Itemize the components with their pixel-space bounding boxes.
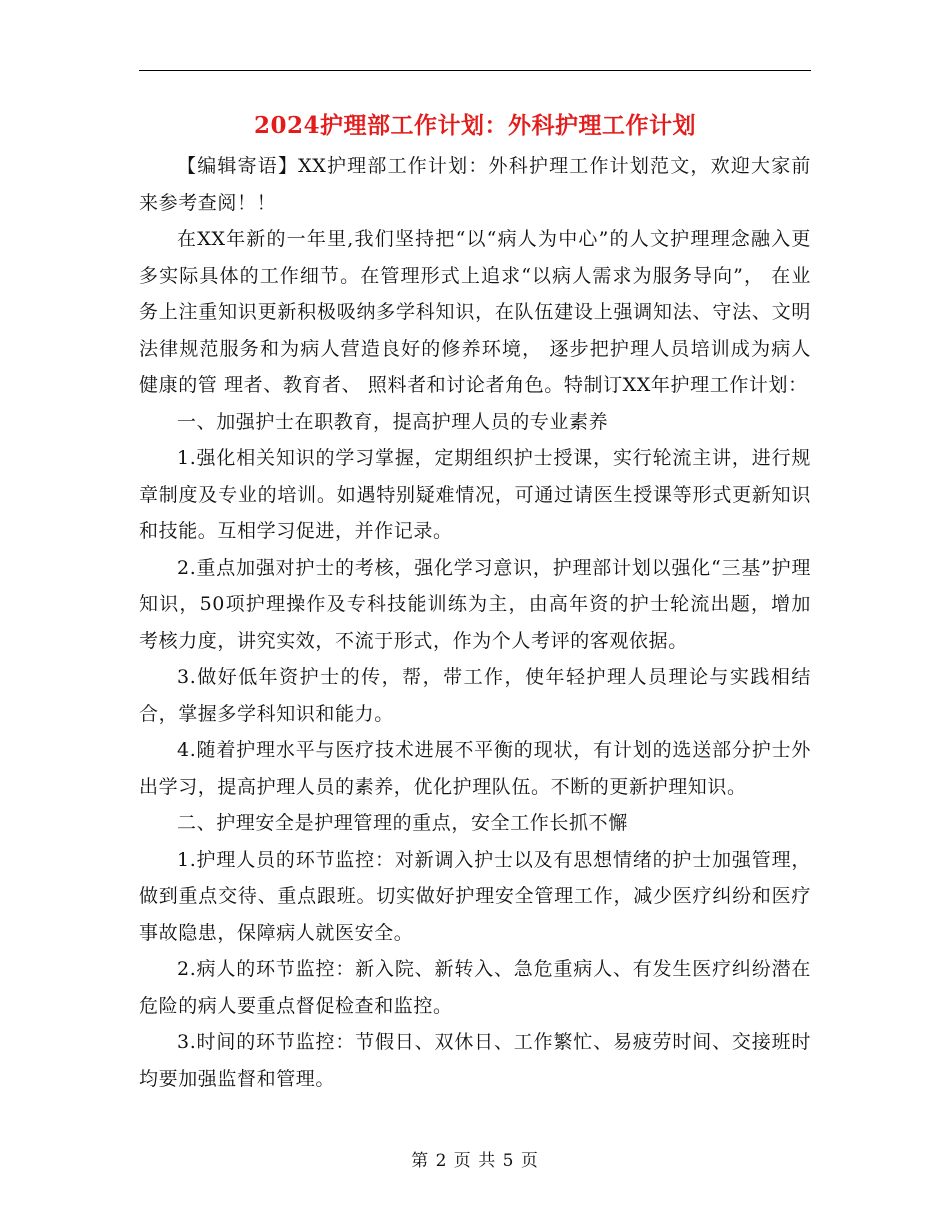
paragraph-editor-note: 【编辑寄语】XX护理部工作计划：外科护理工作计划范文，欢迎大家前来参考查阅！！ — [139, 155, 811, 214]
paragraph-item-1-2: 2.重点加强对护士的考核，强化学习意识，护理部计划以强化“三基”护理知识，50项护理操作及专科技能训练为主，由高年资的护士轮流出题，增加考核力度，讲究实效，不流于形式，作为个人考评的客观依据。 — [139, 556, 811, 652]
paragraph-item-2-2: 2.病人的环节监控：新入院、新转入、急危重病人、有发生医疗纠纷潜在危险的病人要重点督促检查和监控。 — [139, 958, 811, 1017]
page-number: 第 2 页 共 5 页 — [411, 1151, 539, 1171]
section-heading-2: 二、护理安全是护理管理的重点，安全工作长抓不懈 — [177, 812, 628, 834]
page-footer — [0, 1146, 950, 1171]
paragraph-item-1-4: 4.随着护理水平与医疗技术进展不平衡的现状，有计划的选送部分护士外出学习，提高护理人员的素养，优化护理队伍。不断的更新护理知识。 — [139, 739, 811, 798]
paragraph-item-1-3: 3.做好低年资护士的传，帮，带工作，使年轻护理人员理论与实践相结合，掌握多学科知识和能力。 — [139, 666, 811, 725]
paragraph-intro: 在XX年新的一年里,我们坚持把“以“病人为中心”的人文护理理念融入更多实际具体的工作细节。在管理形式上追求“以病人需求为服务导向”， 在业务上注重知识更新积极吸纳多学科知识，在队伍建设上强调知法、守法、文明法律规范服务和为病人营造良好的修养环境， 逐步把护理人员培训成为病人健康的管 理者、教育者、 照料者和讨论者角色。特制订XX年护理工作计划： — [139, 228, 811, 396]
document-body — [139, 148, 811, 1097]
paragraph-item-2-1: 1.护理人员的环节监控：对新调入护士以及有思想情绪的护士加强管理，做到重点交待、重点跟班。切实做好护理安全管理工作，减少医疗纠纷和医疗事故隐患，保障病人就医安全。 — [139, 848, 811, 944]
header-rule — [139, 70, 811, 71]
paragraph-item-1-1: 1.强化相关知识的学习掌握，定期组织护士授课，实行轮流主讲，进行规章制度及专业的培训。如遇特别疑难情况，可通过请医生授课等形式更新知识和技能。互相学习促进，并作记录。 — [139, 447, 811, 542]
paragraph-item-2-3: 3.时间的环节监控：节假日、双休日、工作繁忙、易疲劳时间、交接班时均要加强监督和管理。 — [139, 1031, 811, 1090]
document-title: 2024护理部工作计划：外科护理工作计划 — [253, 112, 696, 139]
section-heading-1: 一、加强护士在职教育，提高护理人员的专业素养 — [177, 410, 609, 433]
